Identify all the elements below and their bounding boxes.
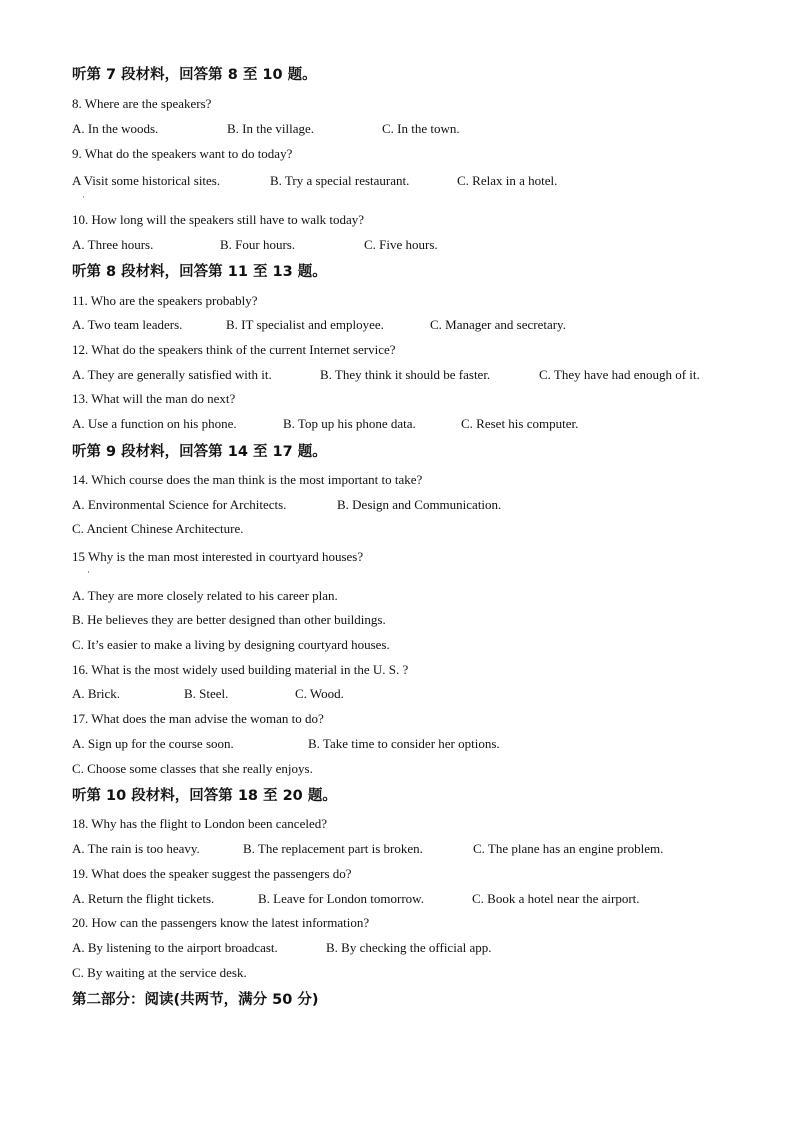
option-a: A. They are more closely related to his career plan. <box>72 588 338 603</box>
option-b: B. The replacement part is broken. <box>243 841 423 856</box>
option-b: B. Four hours. <box>220 237 296 252</box>
section-heading: 听第 7 段材料，回答第 8 至 10 题。 <box>72 67 317 83</box>
section-heading: 听第 9 段材料，回答第 14 至 17 题。 <box>72 444 327 460</box>
question-text: 11. Who are the speakers probably? <box>72 293 258 308</box>
option-a: A. Use a function on his phone. <box>72 416 237 431</box>
option-a: A. Three hours. <box>72 237 154 252</box>
option-b: B. Top up his phone data. <box>283 416 416 431</box>
question-text: 8. Where are the speakers? <box>72 96 212 111</box>
option-a: A. Environmental Science for Architects. <box>72 497 287 512</box>
option-b: B. They think it should be faster. <box>320 367 491 382</box>
option-c: C. Wood. <box>295 686 344 701</box>
option-a: A. The rain is too heavy. <box>72 841 200 856</box>
question-text: 15 Why is the man most interested in courtyard houses? <box>72 549 364 564</box>
question-text: 19. What does the speaker suggest the passengers do? <box>72 866 352 881</box>
question-text: 12. What do the speakers think of the current Internet service? <box>72 342 396 357</box>
option-c: C. The plane has an engine problem. <box>473 841 664 856</box>
question-text: 18. Why has the flight to London been canceled? <box>72 816 327 831</box>
option-b: B. Design and Communication. <box>337 497 502 512</box>
option-b: B. Leave for London tomorrow. <box>258 891 424 906</box>
option-c: C. Five hours. <box>364 237 438 252</box>
section-heading: 听第 8 段材料，回答第 11 至 13 题。 <box>72 264 327 280</box>
option-b: B. Take time to consider her options. <box>308 736 500 751</box>
option-b: B. Steel. <box>184 686 229 701</box>
option-a: A. Return the flight tickets. <box>72 891 215 906</box>
option-c: C. By waiting at the service desk. <box>72 965 247 980</box>
option-c: C. It’s easier to make a living by designing courtyard houses. <box>72 637 390 652</box>
question-text: 13. What will the man do next? <box>72 391 236 406</box>
option-c: C. Reset his computer. <box>461 416 579 431</box>
option-a: A. They are generally satisfied with it. <box>72 367 272 382</box>
option-c: C. Choose some classes that she really enjoys. <box>72 761 313 776</box>
option-a: A Visit some historical sites. <box>72 173 221 188</box>
scan-dot: · <box>82 192 85 202</box>
option-c: C. Manager and secretary. <box>430 317 566 332</box>
option-b: B. He believes they are better designed than other buildings. <box>72 612 386 627</box>
part-heading: 第二部分：阅读(共两节，满分 50 分) <box>72 992 319 1008</box>
option-c: C. In the town. <box>382 121 460 136</box>
option-c: C. They have had enough of it. <box>539 367 700 382</box>
option-a: A. Two team leaders. <box>72 317 183 332</box>
question-text: 17. What does the man advise the woman to do? <box>72 711 324 726</box>
option-a: A. By listening to the airport broadcast. <box>72 940 278 955</box>
option-b: B. IT specialist and employee. <box>226 317 384 332</box>
option-c: C. Book a hotel near the airport. <box>472 891 640 906</box>
question-text: 14. Which course does the man think is the most important to take? <box>72 472 423 487</box>
option-a: A. Brick. <box>72 686 121 701</box>
question-text: 16. What is the most widely used building material in the U. S. ? <box>72 662 409 677</box>
option-a: A. Sign up for the course soon. <box>72 736 234 751</box>
question-text: 10. How long will the speakers still have to walk today? <box>72 212 365 227</box>
option-c: C. Relax in a hotel. <box>457 173 558 188</box>
scan-dot: · <box>87 567 90 577</box>
option-b: B. By checking the official app. <box>326 940 492 955</box>
section-heading: 听第 10 段材料，回答第 18 至 20 题。 <box>72 788 337 804</box>
question-text: 20. How can the passengers know the latest information? <box>72 915 370 930</box>
option-a: A. In the woods. <box>72 121 159 136</box>
option-b: B. In the village. <box>227 121 315 136</box>
question-text: 9. What do the speakers want to do today? <box>72 146 293 161</box>
option-b: B. Try a special restaurant. <box>270 173 410 188</box>
option-c: C. Ancient Chinese Architecture. <box>72 521 244 536</box>
